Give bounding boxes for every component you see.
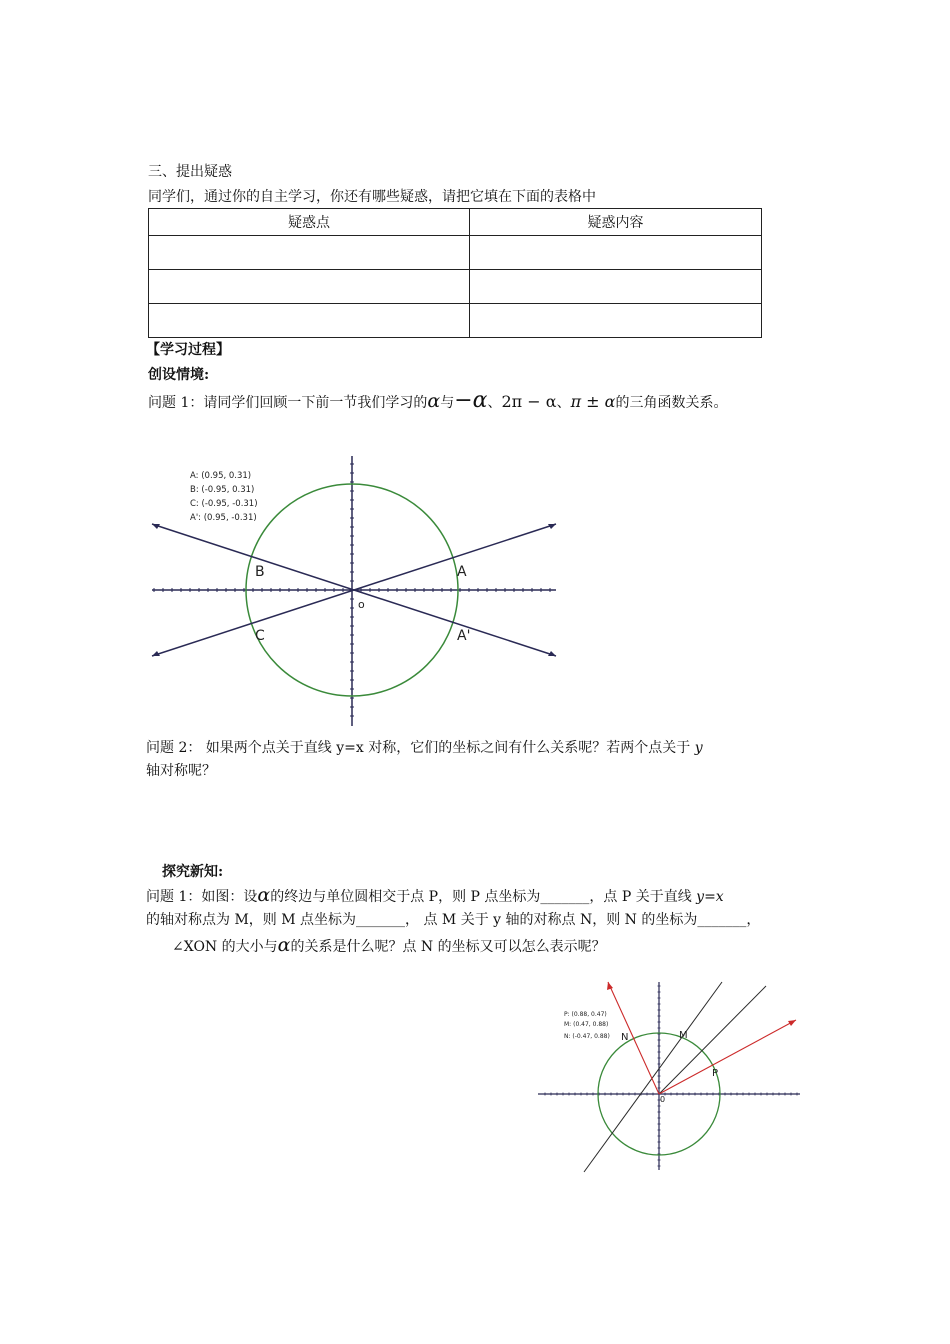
- explore-question-1-line3: [172, 934, 606, 956]
- point-label-a-prime: A': [457, 628, 471, 644]
- q1-sep2: 、: [556, 395, 571, 411]
- two-pi-minus-alpha: 2π − α: [501, 392, 557, 411]
- table-header-row: [149, 209, 762, 236]
- figure-unit-circle-reflection: [534, 976, 804, 1176]
- point-label-n: N: [621, 1032, 629, 1043]
- point-label-m: M: [679, 1030, 688, 1041]
- table-cell[interactable]: [470, 236, 762, 270]
- q1-sep1: 、: [487, 395, 502, 411]
- q1-yu: 与: [440, 395, 455, 411]
- figure-symmetry-diagram: [140, 452, 570, 730]
- q1-line3-a: ∠XON 的大小与: [172, 939, 278, 955]
- q1-part-b: 的终边与单位圆相交于点 P，则 P 点坐标为_______，点 P 关于直线: [270, 889, 697, 905]
- table-cell[interactable]: [470, 270, 762, 304]
- section-heading-doubts: 三、提出疑惑: [148, 164, 232, 180]
- process-question-1: [148, 388, 727, 413]
- neg-alpha-symbol: −α: [454, 388, 488, 413]
- section-intro: 同学们，通过你的自主学习，你还有哪些疑惑，请把它填在下面的表格中: [148, 189, 596, 205]
- table-cell[interactable]: [149, 236, 470, 270]
- q2-line2: 轴对称呢？: [146, 763, 216, 779]
- explore-heading: 探究新知:: [162, 864, 224, 880]
- table-row: [149, 236, 762, 270]
- point-label-c: C: [255, 628, 265, 644]
- q1-yx: y=x: [696, 889, 724, 905]
- arrow-head: [788, 1020, 796, 1026]
- point-label-p: P: [712, 1068, 719, 1079]
- doubt-table: [148, 208, 762, 338]
- explore-question-1-line2: 的轴对称点为 M，则 M 点坐标为_______， 点 M 关于 y 轴的对称点 N，则 N 的坐标为_______，: [146, 912, 761, 928]
- q2-line1: 问题 2： 如果两个点关于直线 y=x 对称，它们的坐标之间有什么关系呢？若两个点关于: [146, 740, 695, 756]
- coord-label-b: B: (-0.95, 0.31): [190, 485, 255, 495]
- table-cell[interactable]: [470, 304, 762, 338]
- table-cell[interactable]: [149, 270, 470, 304]
- origin-label: 0: [660, 1095, 666, 1104]
- q1-prefix: 问题 1：请同学们回顾一下前一节我们学习的: [148, 395, 428, 411]
- table-row: [149, 304, 762, 338]
- q1-line3-b: 的关系是什么呢？点 N 的坐标又可以怎么表示呢？: [290, 939, 606, 955]
- q1-suffix: 的三角函数关系。: [615, 395, 728, 411]
- q2-y: y: [694, 740, 703, 756]
- coord-label-c: C: (-0.95, -0.31): [190, 499, 258, 509]
- alpha-symbol: α: [257, 884, 271, 906]
- pi-pm-alpha: π ± α: [570, 392, 616, 411]
- table-row: [149, 270, 762, 304]
- coord-label-p: P: (0.88, 0.47): [564, 1011, 607, 1018]
- header-doubt-content: 疑惑内容: [470, 209, 762, 236]
- q1-part-a: 问题 1：如图：设: [146, 889, 258, 905]
- scenario-heading: 创设情境:: [148, 367, 210, 383]
- coord-label-m: M: (0.47, 0.88): [564, 1021, 609, 1028]
- coord-label-a: A: (0.95, 0.31): [190, 471, 252, 481]
- process-question-2: [146, 737, 703, 757]
- ray-on: [608, 982, 659, 1094]
- origin-label: o: [358, 598, 365, 611]
- alpha-symbol: α: [277, 934, 291, 956]
- point-label-a: A: [457, 564, 467, 580]
- coord-label-a-prime: A': (0.95, -0.31): [190, 513, 257, 523]
- alpha-symbol: α: [427, 390, 441, 412]
- learning-process-heading: 【学习过程】: [146, 342, 230, 358]
- header-doubt-point: 疑惑点: [149, 209, 470, 236]
- table-cell[interactable]: [149, 304, 470, 338]
- arrow-head: [607, 982, 613, 990]
- coord-label-n: N: (-0.47, 0.88): [564, 1033, 610, 1040]
- explore-question-1-line1: [146, 884, 724, 906]
- point-label-b: B: [255, 564, 265, 580]
